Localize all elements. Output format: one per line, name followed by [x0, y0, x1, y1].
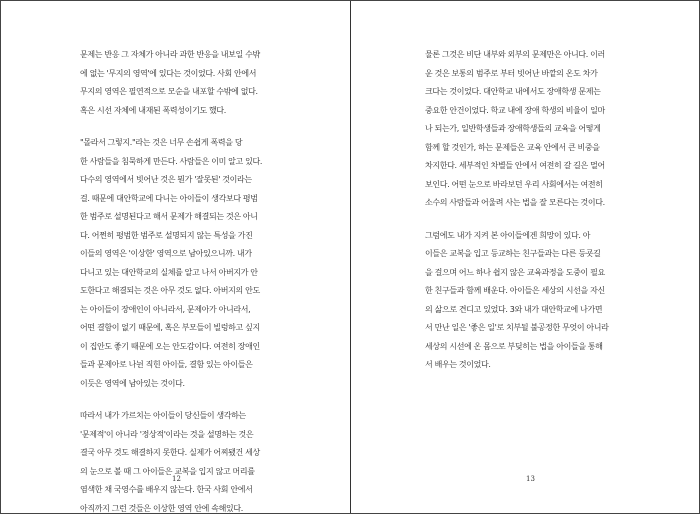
page-number: 12: [172, 475, 181, 483]
text-line: 다니고 있는 대안학교의 실체를 알고 나서 아버지가 안: [80, 264, 266, 283]
text-line: 에 없는 '무지의 영역'에 있다는 것이었다. 사회 안에서: [80, 65, 266, 84]
text-line: 다수의 영역에서 빗어난 것은 뭔가 '잘못된' 것이라는: [80, 171, 266, 190]
text-line: 이들의 영역은 '이상한' 영역으로 남아있으니까. 내가: [80, 245, 266, 264]
text-line: 운 것은 보통의 범주로 부터 빗어난 바깥의 온도 차가: [425, 65, 611, 84]
text-line: 들과 문제아로 나뉜 직힌 아이들, 결함 있는 아이들은: [80, 356, 266, 375]
text-line: 는 아이들이 장애인이 아니라서, 문제아가 아니라서,: [80, 301, 266, 320]
text-line: 보인다. 어떤 눈으로 바라보던 우리 사회에서는 여전히: [425, 176, 611, 195]
text-line: 걸. 때문에 대안학교에 다니는 아이들이 생각보다 평범: [80, 190, 266, 209]
text-line: 의 삶으로 견디고 있었다. 3와 내가 대안학교에 나가면: [425, 301, 611, 320]
text-line: 그럼에도 내가 지켜 본 아이들에겐 희망이 있다. 아: [425, 227, 611, 246]
text-line: 도한다고 해결되는 것은 아무 것도 없다. 아버지의 안도: [80, 282, 266, 301]
text-line: 염색한 채 국영수를 배우지 않는다. 한국 사회 안에서: [80, 481, 266, 500]
text-line: 물론 그것은 비단 내부와 외부의 문제만은 아니다. 이러: [425, 46, 611, 65]
text-line: 함께 할 것인가, 하는 문제들은 교육 안에서 큰 비중을: [425, 139, 611, 158]
left-page-text: [80, 46, 266, 518]
text-line: 아직까지 그런 것들은 이상한 영역 안에 속해있다.: [80, 500, 266, 518]
text-line: 문제는 반응 그 자체가 아니라 과한 반응을 내보일 수밖: [80, 46, 266, 65]
text-line: 따라서 내가 가르치는 아이들이 당신들이 생각하는: [80, 407, 266, 426]
text-line: 한 친구들과 함께 배운다. 아이들은 세상의 시선을 자신: [425, 282, 611, 301]
text-line: 의 눈으로 볼 때 그 아이들은 교복을 입지 않고 머리를: [80, 463, 266, 482]
text-line: 다. 어쩐히 평범한 범주로 설명되지 않는 특성을 가진: [80, 227, 266, 246]
text-line: 서 만난 일은 '좋은 일'로 치부될 불공정한 무엇이 아니라: [425, 319, 611, 338]
text-line: 크다는 것이었다. 대안학교 내에서도 장애학생 문제는: [425, 83, 611, 102]
text-line: 소수의 사람들과 어울려 사는 법을 잘 모른다는 것이다.: [425, 194, 611, 213]
paragraph: [425, 227, 611, 375]
right-page-text: [425, 46, 611, 375]
text-line: 이 집안도 좋기 때문에 오는 안도감이다. 여전히 장애인: [80, 338, 266, 357]
text-line: 결국 아무 것도 해결하지 못한다. 실제가 어찌됐건 세상: [80, 444, 266, 463]
text-line: 서 배우는 것이었다.: [425, 356, 611, 375]
text-line: 나 되는가, 일반학생들과 장애학생들의 교육을 어떻게: [425, 120, 611, 139]
right-page: [351, 1, 699, 513]
page-number: 13: [526, 475, 535, 483]
text-line: "몰라서 그렇지."라는 것은 너무 손쉽게 폭력을 당: [80, 134, 266, 153]
text-line: 을 걸으며 어느 하나 쉽지 않은 교육과정을 도중이 필요: [425, 264, 611, 283]
paragraph: [80, 134, 266, 393]
left-page: [1, 1, 350, 513]
text-line: 이듯은 영역에 남아있는 것이다.: [80, 375, 266, 394]
text-line: 세상의 시선에 온 몸으로 부딪히는 법을 아이들을 통해: [425, 338, 611, 357]
text-line: 어떤 결함이 없기 때문에, 혹은 부모들이 빌렁하고 싶지: [80, 319, 266, 338]
paragraph: [80, 407, 266, 518]
text-line: '문제적'이 아니라 '정상적'이라는 것을 설명하는 것은: [80, 426, 266, 445]
text-line: 한 범주로 설명된다고 해서 문제가 해결되는 것은 아니: [80, 208, 266, 227]
text-line: 무지의 영역은 필연적으로 모순을 내포할 수밖에 없다.: [80, 83, 266, 102]
text-line: 차지한다. 세부적인 차별들 안에서 여전히 갈 길은 멀어: [425, 157, 611, 176]
text-line: 혹은 시선 자체에 내재된 폭력성이기도 했다.: [80, 102, 266, 121]
paragraph: [425, 46, 611, 213]
text-line: 이들은 교복을 입고 등교하는 친구들과는 다른 등굣길: [425, 245, 611, 264]
paragraph: [80, 46, 266, 120]
text-line: 한 사람들을 침묵하게 만든다. 사람들은 이미 알고 있다.: [80, 153, 266, 172]
text-line: 중요한 안건이었다. 학교 내에 장애 학생의 비율이 일마: [425, 102, 611, 121]
